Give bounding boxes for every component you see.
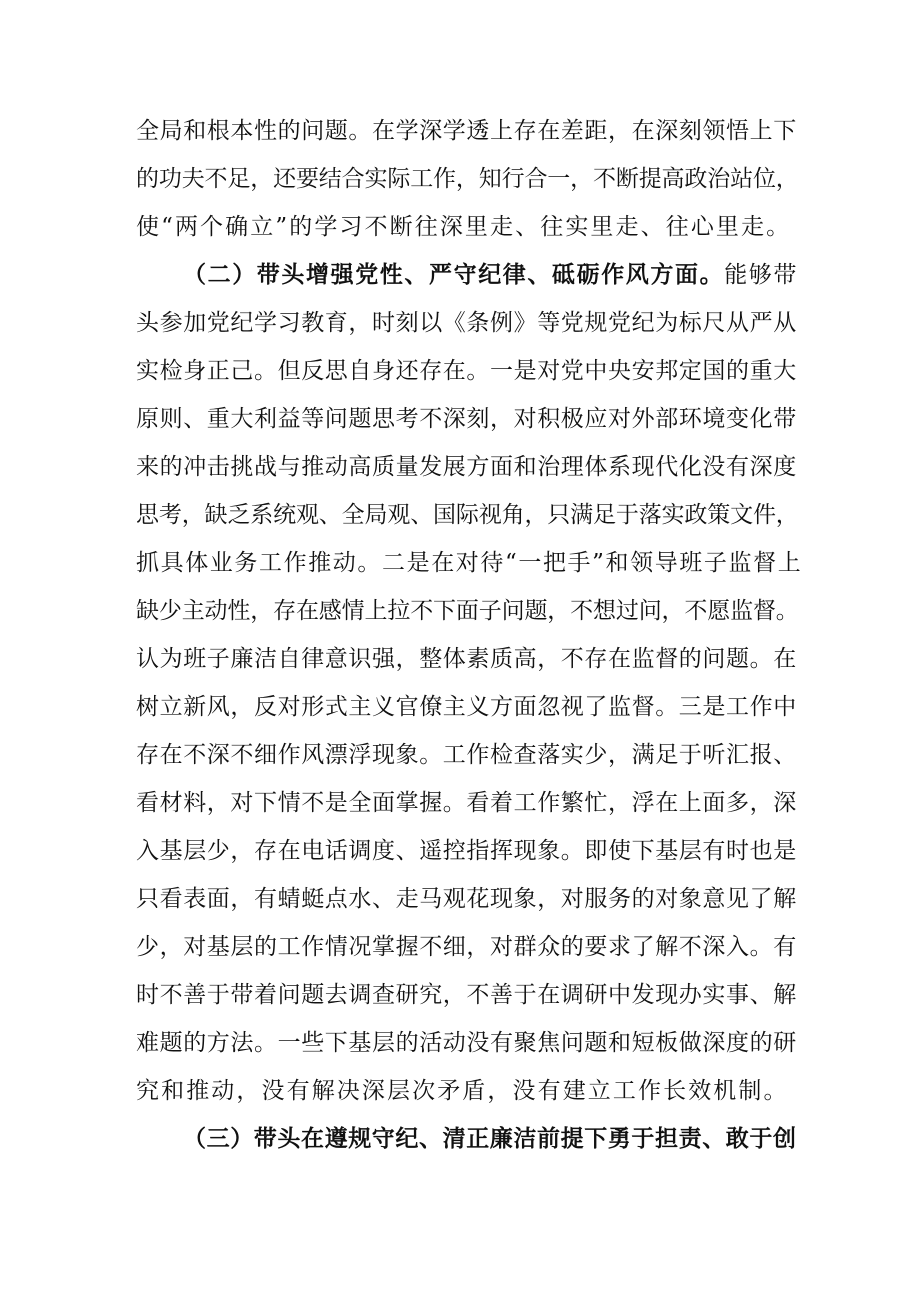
- text-line: 看材料，对下情不是全面掌握。看着工作繁忙，浮在上面多，深: [136, 790, 797, 816]
- text-line: 全局和根本性的问题。在学深学透上存在差距，在深刻领悟上下: [136, 118, 797, 144]
- text-line: 只看表面，有蜻蜓点水、走马观花现象，对服务的对象意见了解: [136, 886, 797, 912]
- text-line: 使“两个确立”的学习不断往深里走、往实里走、往心里走。: [136, 214, 792, 240]
- text-line: 存在不深不细作风漂浮现象。工作检查落实少，满足于听汇报、: [136, 742, 797, 768]
- text-line: 难题的方法。一些下基层的活动没有聚焦问题和短板做深度的研: [136, 1030, 797, 1056]
- section-2-continuation: 能够带: [724, 262, 799, 288]
- text-line: 究和推动，没有解决深层次矛盾，没有建立工作长效机制。: [136, 1078, 789, 1104]
- text-line: 头参加党纪学习教育，时刻以《条例》等党规党纪为标尺从严从: [136, 310, 797, 336]
- text-line: 实检身正己。但反思自身还存在。一是对党中央安邦定国的重大: [136, 358, 797, 384]
- section-3-heading: （三）带头在遵规守纪、清正廉洁前提下勇于担责、敢于创: [183, 1125, 797, 1152]
- text-line: 入基层少，存在电话调度、遥控指挥现象。即使下基层有时也是: [136, 838, 797, 864]
- text-line: 的功夫不足，还要结合实际工作，知行合一，不断提高政治站位，: [136, 166, 799, 192]
- text-line: 少，对基层的工作情况掌握不细，对群众的要求了解不深入。有: [136, 934, 797, 960]
- text-line: 时不善于带着问题去调查研究，不善于在调研中发现办实事、解: [136, 982, 797, 1008]
- section-2-heading: （二）带头增强党性、严守纪律、砥砺作风方面。: [183, 261, 725, 288]
- text-line: 思考，缺乏系统观、全局观、国际视角，只满足于落实政策文件，: [136, 502, 799, 528]
- text-line: 来的冲击挑战与推动高质量发展方面和治理体系现代化没有深度: [136, 454, 797, 480]
- text-line: 树立新风，反对形式主义官僚主义方面忽视了监督。三是工作中: [136, 694, 797, 720]
- text-line: 缺少主动性，存在感情上拉不下面子问题，不想过问，不愿监督。: [136, 598, 799, 624]
- text-line: 原则、重大利益等问题思考不深刻，对积极应对外部环境变化带: [136, 406, 797, 432]
- section-2-first-line: [183, 260, 798, 290]
- text-line: 抓具体业务工作推动。二是在对待“一把手”和领导班子监督上: [136, 550, 803, 576]
- text-line: 认为班子廉洁自律意识强，整体素质高，不存在监督的问题。在: [136, 646, 797, 672]
